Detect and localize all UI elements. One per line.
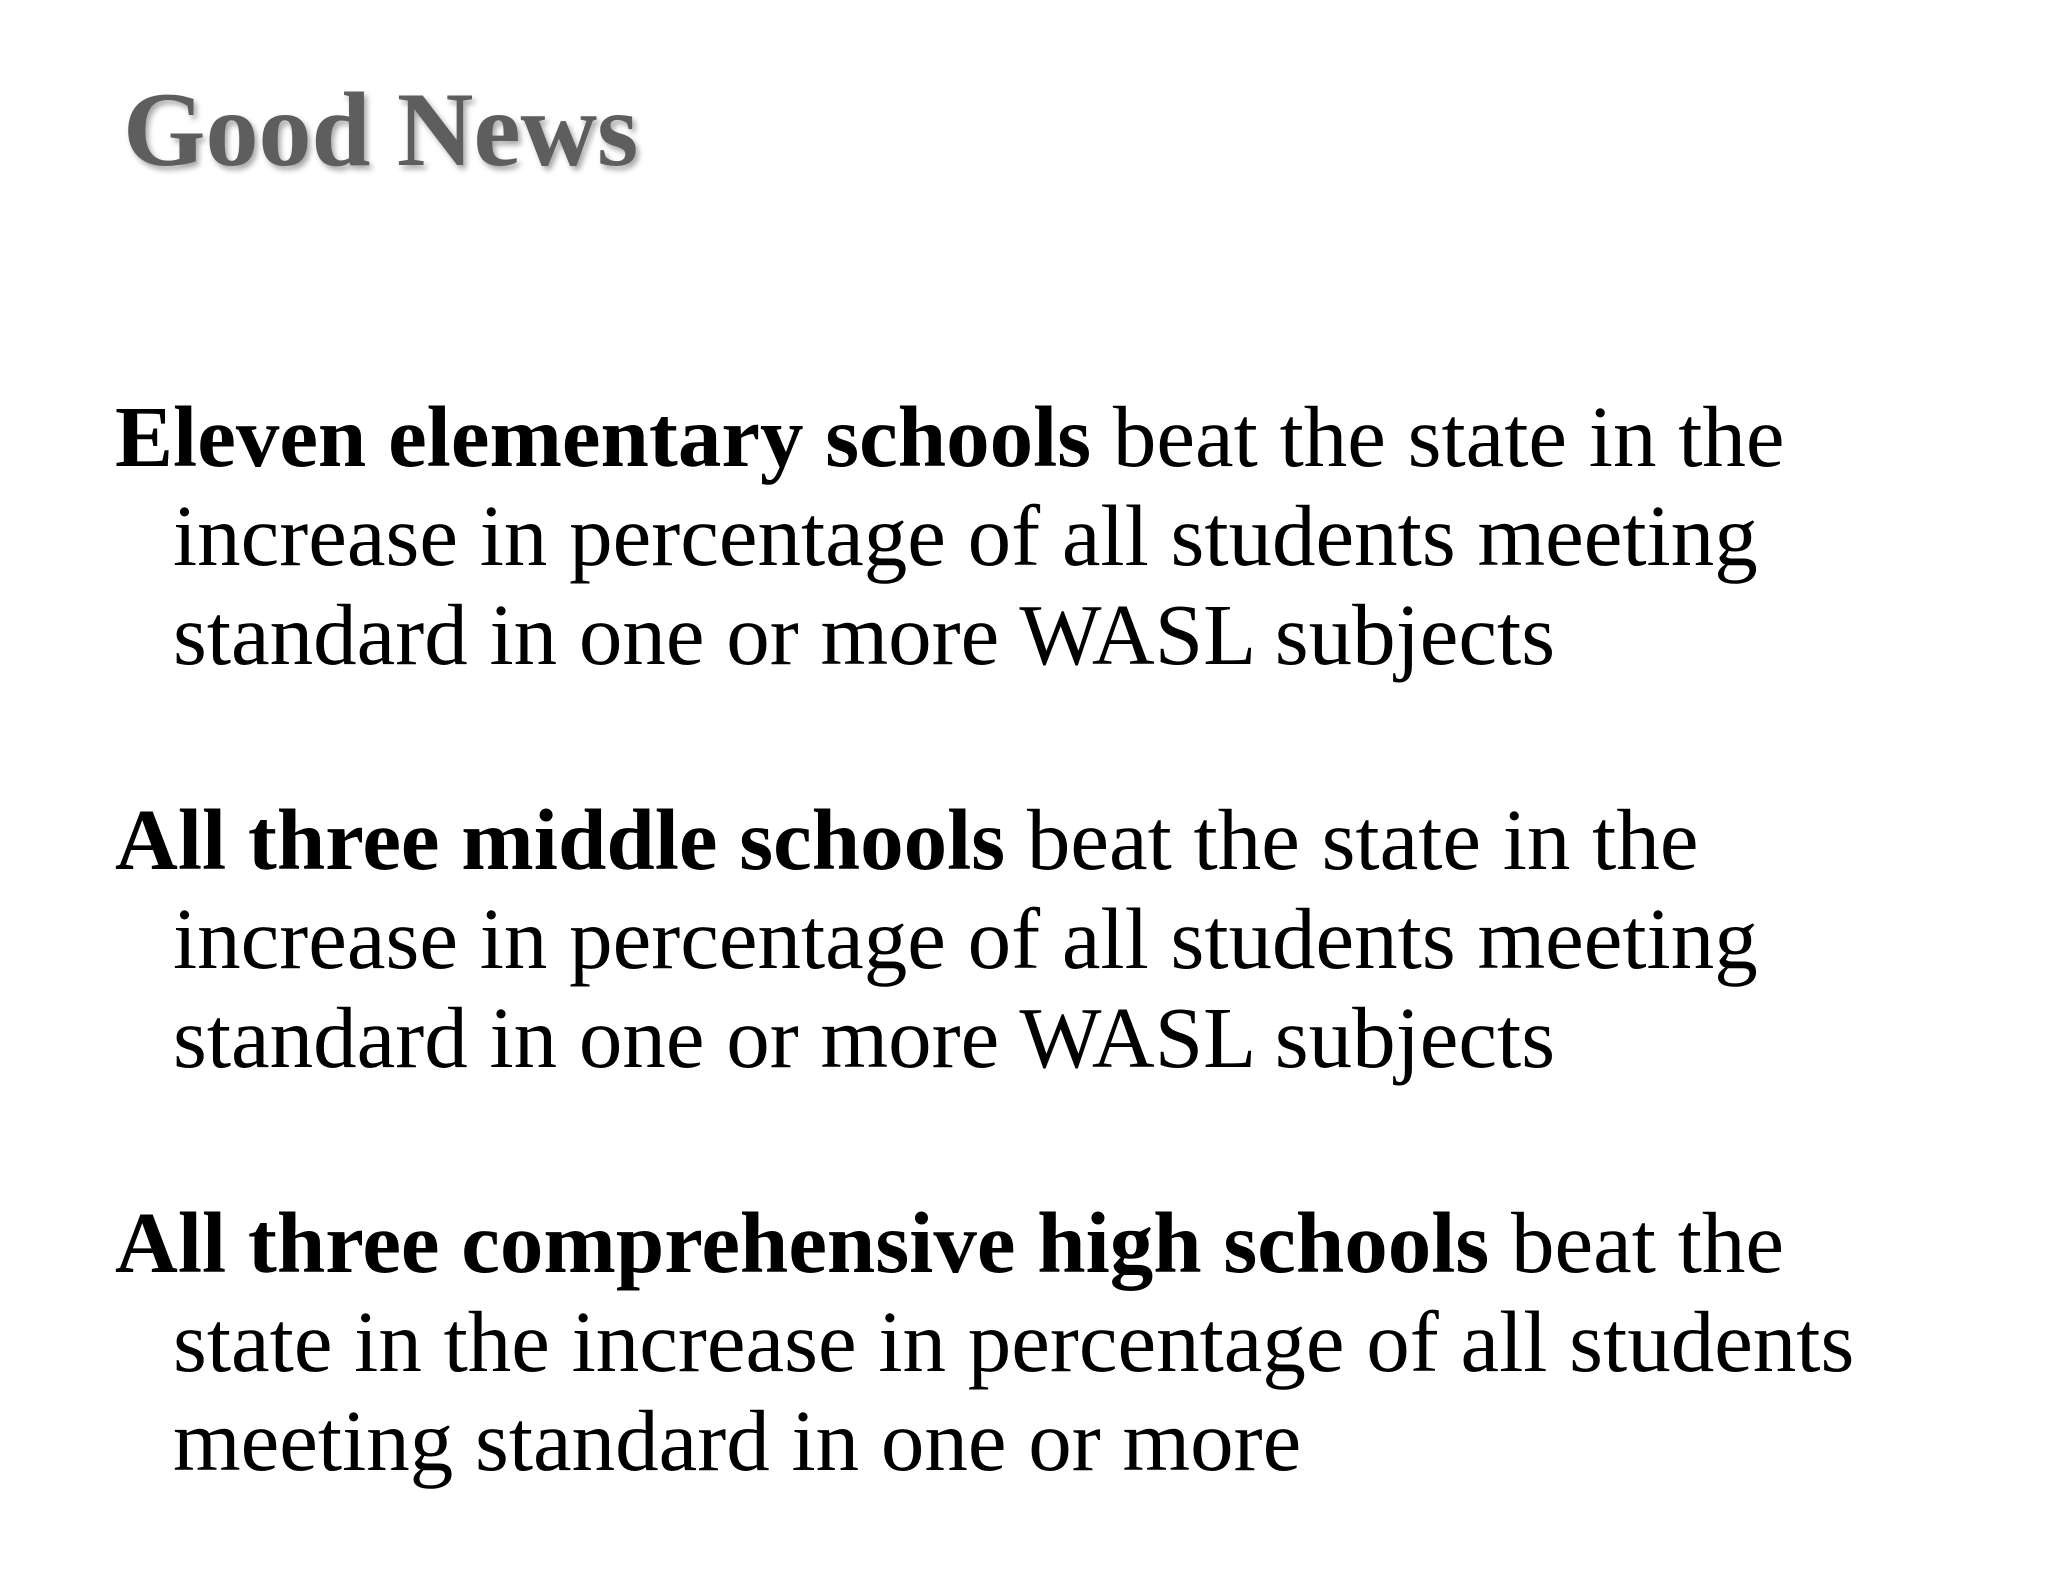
bullet-item-high	[115, 1193, 1915, 1490]
bullet-body: beat the state in the increase in percentage of all students meeting standard in one or more WASL subjects	[173, 388, 1785, 683]
bullet-lead: Eleven elementary schools	[115, 388, 1092, 485]
slide-title: Good News	[123, 71, 639, 188]
bullet-item-elementary	[115, 387, 1915, 684]
bullet-body: beat the state in the increase in percentage of all students meeting standard in one or more	[173, 1194, 1855, 1489]
bullet-lead: All three comprehensive high schools	[115, 1194, 1490, 1291]
bullet-list	[115, 387, 1915, 1596]
bullet-lead: All three middle schools	[115, 791, 1006, 888]
bullet-body: beat the state in the increase in percentage of all students meeting standard in one or more WASL subjects	[173, 791, 1758, 1086]
bullet-item-middle	[115, 790, 1915, 1087]
